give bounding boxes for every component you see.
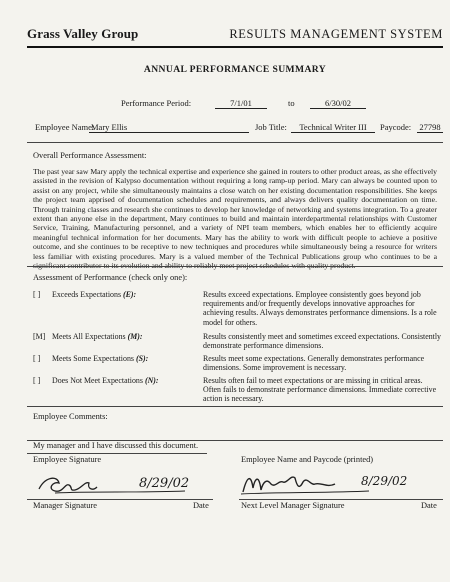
manager-signature-line (27, 499, 213, 500)
rating-code: (M): (127, 332, 143, 341)
overall-label: Overall Performance Assessment: (33, 151, 147, 160)
overall-text: The past year saw Mary apply the technical expertise and experience she gained in routers to other product areas, as she effectively assisted in the revision of Kalypso documentation without requiring a long ramp-up period. Mary can always be counted upon to assist on any project, while she simultaneously maintains a close watch on her existing documentation responsibilities. She keeps the project team apprised of documentation schedules and requirements, and always delivers quality documentation on time. Through training classes and research she continues to develop her knowledge of networking and systems integration. To a greater extent than anyone else in the department, Mary continues to build and maintain interdepartmental relationships with Customer Service, Training, Manufacturing personnel, and a variety of NPI team members, which enables her to efficiently acquire meaningful technical information for her documents. Mary has the ability to work with difficult people to achieve a positive outcome, and she continues to be receptive to new techniques and procedures while simultaneously being a resource for writers less familiar with existing procedures. Mary is a valued member of the Technical Publications group who continues to be a significant contributor to its evolution and ability to reliably meet project schedules with quality product. (33, 167, 437, 271)
rating-checkbox-meets-some[interactable]: [ ] (33, 354, 41, 363)
period-end: 6/30/02 (310, 98, 366, 109)
rating-label-text: Exceeds Expectations (52, 290, 122, 299)
rating-label-text: Meets Some Expectations (52, 354, 134, 363)
company-name: Grass Valley Group (27, 26, 139, 41)
discussed-line (27, 453, 207, 454)
rating-desc-exceeds: Results exceed expectations. Employee consistently goes beyond job requirements and/or frequently develops innovative approaches for achieving results. Always demonstrates performance dimensions. Is a role model for others. (203, 290, 437, 327)
rating-label-not-meet (52, 376, 159, 385)
rating-label-text: Does Not Meet Expectations (52, 376, 143, 385)
system-name: RESULTS MANAGEMENT SYSTEM (229, 27, 443, 41)
period-start: 7/1/01 (215, 98, 267, 109)
rating-desc-meets-all: Results consistently meet and sometimes exceed expectations. Consistently demonstrate performance dimensions. (203, 332, 441, 351)
employee-name-printed-label: Employee Name and Paycode (printed) (241, 455, 374, 464)
rating-code: (S): (135, 354, 149, 363)
manager-signature-image (35, 471, 235, 499)
header-rule (27, 46, 443, 48)
job-title-label: Job Title: (255, 122, 287, 132)
rating-label-meets-some (52, 354, 148, 363)
assessment-label: Assessment of Performance (check only one): (33, 273, 188, 282)
date-label-2: Date (421, 501, 437, 510)
paycode-label: Paycode: (380, 122, 412, 132)
form-header (27, 26, 443, 44)
rating-label-text: Meets All Expectations (52, 332, 126, 341)
rating-desc-not-meet: Results often fail to meet expectations or are missing in critical areas. Often fails to demonstrate performance dimensions. Immediate corrective action is necessary. (203, 376, 437, 404)
handwritten-date-2: 8/29/02 (361, 474, 408, 488)
document-title: ANNUAL PERFORMANCE SUMMARY (143, 64, 327, 75)
period-label: Performance Period: (121, 98, 192, 108)
handwritten-date-1: 8/29/02 (139, 476, 190, 491)
rating-label-exceeds (52, 290, 136, 299)
period-to: to (288, 98, 295, 108)
rating-checkbox-exceeds[interactable]: [ ] (33, 290, 41, 299)
rating-checkbox-meets-all[interactable]: [M] (33, 332, 46, 341)
next-level-signature-label: Next Level Manager Signature (241, 501, 345, 510)
employee-info (27, 122, 443, 134)
divider-1 (27, 142, 443, 143)
discussed-statement: My manager and I have discussed this document. (33, 441, 199, 450)
divider-2 (27, 266, 443, 267)
rating-code: (E): (123, 290, 137, 299)
rating-code: (N): (144, 376, 159, 385)
paycode-value: 27798 (417, 122, 443, 133)
rating-checkbox-not-meet[interactable]: [ ] (33, 376, 41, 385)
performance-summary-form (27, 26, 443, 510)
next-level-signature-image (239, 468, 439, 500)
rating-desc-meets-some: Results meet some expectations. Generally demonstrates performance dimensions. Some improvement is necessary. (203, 354, 425, 373)
date-label-1: Date (193, 501, 209, 510)
employee-signature-label: Employee Signature (33, 455, 102, 464)
next-level-signature-line (239, 499, 443, 500)
employee-name-label: Employee Name: (35, 122, 95, 132)
performance-period (27, 98, 443, 110)
divider-3 (27, 406, 443, 407)
employee-name-text: Mary Ellis (91, 122, 128, 132)
job-title-value: Technical Writer III (291, 122, 375, 133)
rating-label-meets-all (52, 332, 143, 341)
employee-name-value (89, 122, 249, 133)
comments-label: Employee Comments: (33, 412, 108, 421)
manager-signature-label: Manager Signature (33, 501, 97, 510)
